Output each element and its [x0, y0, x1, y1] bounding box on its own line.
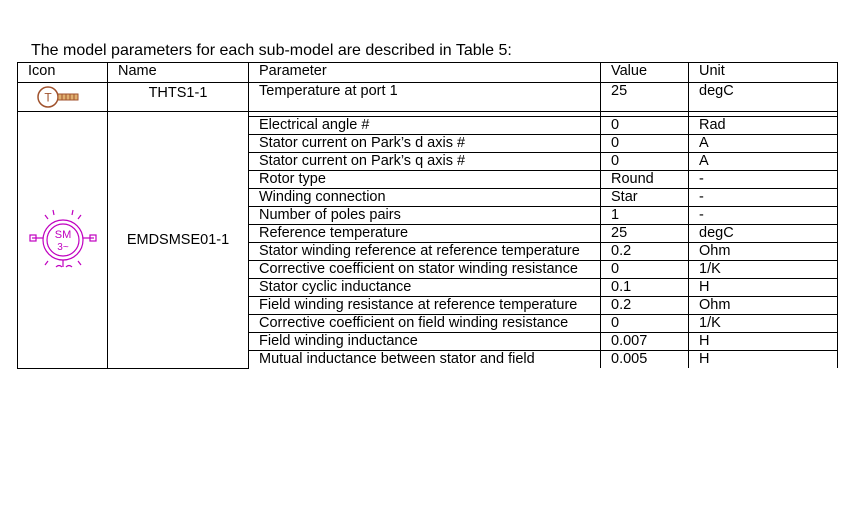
- table-caption: The model parameters for each sub-model are described in Table 5:: [31, 42, 512, 59]
- row-unit: Ohm: [689, 243, 838, 261]
- row-unit: -: [689, 189, 838, 207]
- row-parameter: Stator cyclic inductance: [249, 279, 601, 297]
- row-unit: Rad: [689, 117, 838, 135]
- thermal-sensor-icon: [33, 84, 93, 110]
- row-value: 25: [601, 83, 689, 112]
- header-icon: Icon: [18, 63, 108, 83]
- row-value: 0.1: [601, 279, 689, 297]
- row-parameter: Field winding inductance: [249, 333, 601, 351]
- row-value: 0.2: [601, 243, 689, 261]
- machine-label-bottom: 3~: [56, 241, 69, 253]
- row-unit: Ohm: [689, 297, 838, 315]
- row-unit: H: [689, 279, 838, 297]
- row-value: 0: [601, 153, 689, 171]
- row-value: 0: [601, 261, 689, 279]
- row-parameter: Mutual inductance between stator and field: [249, 351, 601, 369]
- row-value: 0: [601, 117, 689, 135]
- row-parameter: Electrical angle #: [249, 117, 601, 135]
- row-parameter: Corrective coefficient on stator winding resistance: [249, 261, 601, 279]
- row-unit: 1/K: [689, 261, 838, 279]
- row-value: 0: [601, 135, 689, 153]
- row-value: 0.2: [601, 297, 689, 315]
- icon-cell: [18, 83, 108, 112]
- machine-name: EMDSMSE01-1: [126, 231, 230, 248]
- row-parameter: Number of poles pairs: [249, 207, 601, 225]
- row-unit: -: [689, 207, 838, 225]
- row-unit: 1/K: [689, 315, 838, 333]
- parameters-table: [17, 62, 838, 369]
- machine-label-top: SM: [54, 228, 71, 241]
- row-value: 25: [601, 225, 689, 243]
- icon-cell: [18, 112, 108, 369]
- row-unit: degC: [689, 83, 838, 112]
- row-parameter: Winding connection: [249, 189, 601, 207]
- thermal-sensor-label: T: [43, 90, 52, 105]
- row-parameter: Stator winding reference at reference temperature: [249, 243, 601, 261]
- synchronous-machine-icon: [28, 205, 98, 275]
- row-parameter: Rotor type: [249, 171, 601, 189]
- row-value: Round: [601, 171, 689, 189]
- row-parameter: Temperature at port 1: [249, 83, 601, 112]
- row-unit: H: [689, 351, 838, 369]
- row-unit: -: [689, 171, 838, 189]
- table-header-row: [18, 63, 838, 83]
- row-value: Star: [601, 189, 689, 207]
- row-unit: A: [689, 135, 838, 153]
- row-unit: degC: [689, 225, 838, 243]
- table-row: [18, 83, 838, 112]
- row-parameter: Field winding resistance at reference temperature: [249, 297, 601, 315]
- row-parameter: Reference temperature: [249, 225, 601, 243]
- row-parameter: Corrective coefficient on field winding resistance: [249, 315, 601, 333]
- row-value: 1: [601, 207, 689, 225]
- row-parameter: Stator current on Park’s q axis #: [249, 153, 601, 171]
- row-value: 0.005: [601, 351, 689, 369]
- row-parameter: Stator current on Park’s d axis #: [249, 135, 601, 153]
- row-name: [108, 112, 249, 369]
- row-unit: A: [689, 153, 838, 171]
- row-value: 0.007: [601, 333, 689, 351]
- row-value: 0: [601, 315, 689, 333]
- header-unit: Unit: [689, 63, 838, 83]
- header-value: Value: [601, 63, 689, 83]
- row-name: THTS1-1: [108, 83, 249, 112]
- header-parameter: Parameter: [249, 63, 601, 83]
- row-unit: H: [689, 333, 838, 351]
- header-name: Name: [108, 63, 249, 83]
